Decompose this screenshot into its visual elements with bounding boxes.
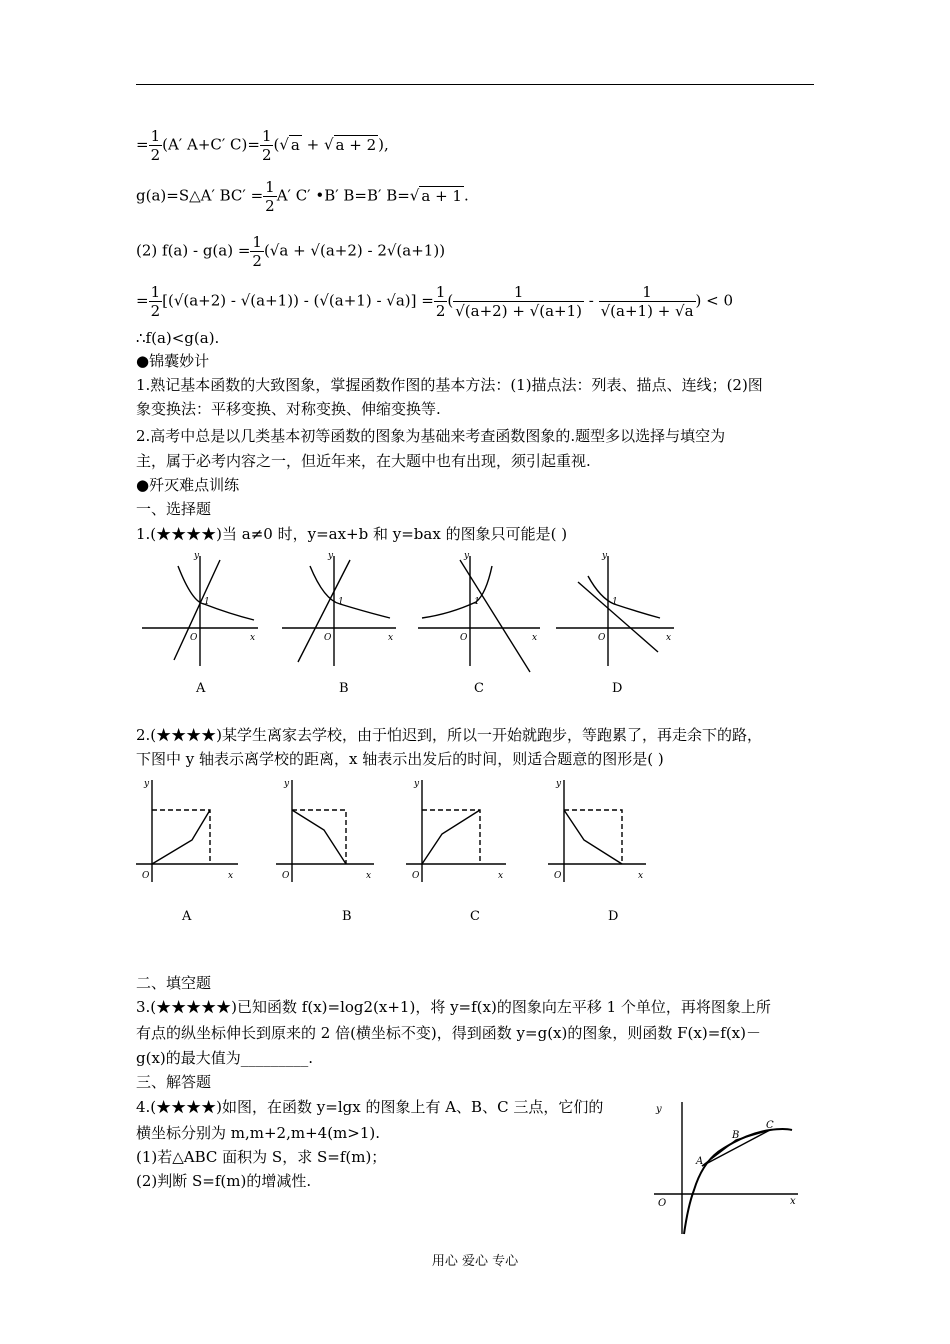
axis-label-x: x [250,633,256,643]
figure-label-b: B [342,909,352,924]
axis-label-x: x [366,871,372,881]
axis-label-y: y [144,779,150,789]
denominator: √(a+1) + √a [600,302,694,320]
origin-label: O [554,871,562,881]
question-4-line-2: 横坐标分别为 m,m+2,m+4(m>1). [136,1124,381,1142]
q2-figures [130,774,660,924]
fraction [599,283,696,320]
axis-label-x: x [388,633,394,643]
text: = [136,291,149,310]
text: (2) f(a) - g(a) = [136,241,251,260]
tick-one-label: 1 [338,597,344,607]
figure-label-c: C [470,909,480,924]
q1-figure-b [282,556,396,666]
origin-label: O [460,633,468,643]
therefore-line: ∴f(a)<g(a). [136,329,220,347]
q1-figure-a [142,556,258,666]
q1-figures [130,548,690,700]
fraction [453,283,584,320]
tick-one-label: 1 [204,597,210,607]
origin-label: O [282,871,290,881]
axis-label-x: x [228,871,234,881]
axis-label-x: x [790,1196,796,1207]
origin-label: O [598,633,606,643]
numerator: 1 [453,283,584,302]
tip-1-line-2: 象变换法：平移变换、对称变换、伸缩变换等. [136,400,441,418]
fraction [149,127,163,164]
text: g(a)=S△A′ BC′ = [136,186,264,205]
axis-label-y: y [556,779,562,789]
question-2-line-1: 2.(★★★★)某学生离家去学校，由于怕迟到，所以一开始就跑步，等跑累了，再走余下的路， [136,726,763,744]
figure-label-d: D [612,681,623,696]
axis-label-y: y [602,551,608,561]
q2-figure-d [548,780,646,882]
text: A′ C′ •B′ B=B′ B= [276,186,410,205]
q1-figure-d [556,556,674,666]
text: ) < 0 [695,291,734,310]
fraction [260,127,274,164]
origin-label: O [190,633,198,643]
origin-label: O [658,1198,667,1209]
part-heading-fill: 二、填空题 [136,974,212,992]
axis-label-y: y [194,551,200,561]
q2-figure-a [136,780,238,882]
tick-one-label: 1 [612,597,618,607]
figure-label-d: D [608,909,619,924]
page-footer: 用心 爱心 专心 [431,1254,519,1269]
fraction [434,283,448,320]
denominator: 2 [265,197,275,215]
solution-line-4: = $\frac{1}{2}$ [(√(a+2) - √(a+1)) - (√(a+1) - √a)] = $\frac{1}{2}$ ( $\frac{1}{√(a+2) + √(a+1)}$ - $\frac{1}{√(a+1) + √a}$ ) < 0 [136,283,734,320]
denominator: 2 [252,252,262,270]
axis-label-x: x [666,633,672,643]
axis-label-x: x [638,871,644,881]
denominator: 2 [261,146,272,164]
origin-label: O [142,871,150,881]
radicand: a + 1 [421,186,462,205]
numerator: 1 [435,283,446,301]
figure-label-a: A [196,681,206,696]
solution-line-3 [136,233,445,270]
axis-label-y: y [414,779,420,789]
figure-label-b: B [339,681,349,696]
text: . [463,186,469,205]
fraction [250,233,264,270]
tip-1-line-1: 1.熟记基本函数的大致图象，掌握函数作图的基本方法：(1)描点法：列表、描点、连线；(2)图 [136,376,763,394]
text: + [301,135,324,154]
denominator: 2 [435,302,446,320]
axis-label-y: y [464,551,470,561]
tick-one-label: 1 [474,597,480,607]
question-2-line-2: 下图中 y 轴表示离学校的距离，x 轴表示出发后的时间，则适合题意的图形是( ) [136,750,664,768]
figure-label-a: A [182,909,192,924]
axis-label-y: y [328,551,334,561]
question-3-line-2: 有点的纵坐标伸长到原来的 2 倍(横坐标不变)，得到函数 y=g(x)的图象，则函数 F(x)=f(x)－ [136,1024,761,1042]
question-3-line-3: g(x)的最大值为_________. [136,1049,314,1067]
axis-label-y: y [284,779,290,789]
question-4-part-2: (2)判断 S=f(m)的增减性. [136,1172,312,1190]
fraction [149,283,163,320]
q1-figure-c [418,556,540,672]
question-4-part-1: (1)若△ABC 面积为 S，求 S=f(m)； [136,1148,387,1166]
q4-figure [648,1098,808,1238]
question-1: 1.(★★★★)当 a≠0 时，y=ax+b 和 y=bax 的图象只可能是( ) [136,525,568,543]
denominator: √(a+2) + √(a+1) [455,302,582,320]
denominator: 2 [150,146,161,164]
numerator: 1 [252,233,262,251]
text: = [136,135,149,154]
text: - [584,291,599,310]
question-3-line-1: 3.(★★★★★)已知函数 f(x)=log2(x+1)，将 y=f(x)的图象向左平移 1 个单位，再将图象上所 [136,998,771,1016]
solution-line-1: = $\frac{1}{2}$ (A′ A+C′ C)= $\frac{1}{2}$ (√ a + √ a + 2 ), [136,127,389,164]
axis-label-x: x [532,633,538,643]
numerator: 1 [150,283,161,301]
text: [(√(a+2) - √(a+1)) - (√(a+1) - √a)] = [162,291,434,310]
text: (A′ A+C′ C)= [162,135,260,154]
q2-figure-c [406,780,506,882]
origin-label: O [324,633,332,643]
solution-line-2: g(a)=S△A′ BC′ = $\frac{1}{2}$ A′ C′ •B′ B=B′ B=√ a + 1 . [136,178,469,215]
numerator: 1 [265,178,275,196]
radicand: a + 2 [335,135,377,154]
denominator: 2 [150,302,161,320]
point-label-a: A [696,1156,704,1167]
tip-2-line-1: 2.高考中总是以几类基本初等函数的图象为基础来考查函数图象的.题型多以选择与填空为 [136,427,726,445]
numerator: 1 [150,127,161,145]
header-rule [136,84,814,85]
part-heading-choice: 一、选择题 [136,500,212,518]
axis-label-y: y [656,1104,662,1115]
point-label-b: B [732,1130,740,1141]
text: ), [378,135,389,154]
tip-2-line-2: 主，属于必考内容之一，但近年来，在大题中也有出现，须引起重视. [136,452,591,470]
part-heading-solve: 三、解答题 [136,1073,212,1091]
point-label-c: C [766,1120,774,1131]
section-heading-training: ●歼灭难点训练 [136,476,240,494]
origin-label: O [412,871,420,881]
question-4-line-1: 4.(★★★★)如图，在函数 y=lgx 的图象上有 A、B、C 三点，它们的 [136,1098,604,1116]
fraction [263,178,277,215]
numerator: 1 [599,283,696,302]
figure-label-c: C [474,681,484,696]
numerator: 1 [261,127,272,145]
q2-figure-b [276,780,374,882]
section-heading-tips: ●锦囊妙计 [136,352,210,370]
radicand: a [290,135,300,154]
axis-label-x: x [498,871,504,881]
text: (√a + √(a+2) - 2√(a+1)) [263,241,446,260]
